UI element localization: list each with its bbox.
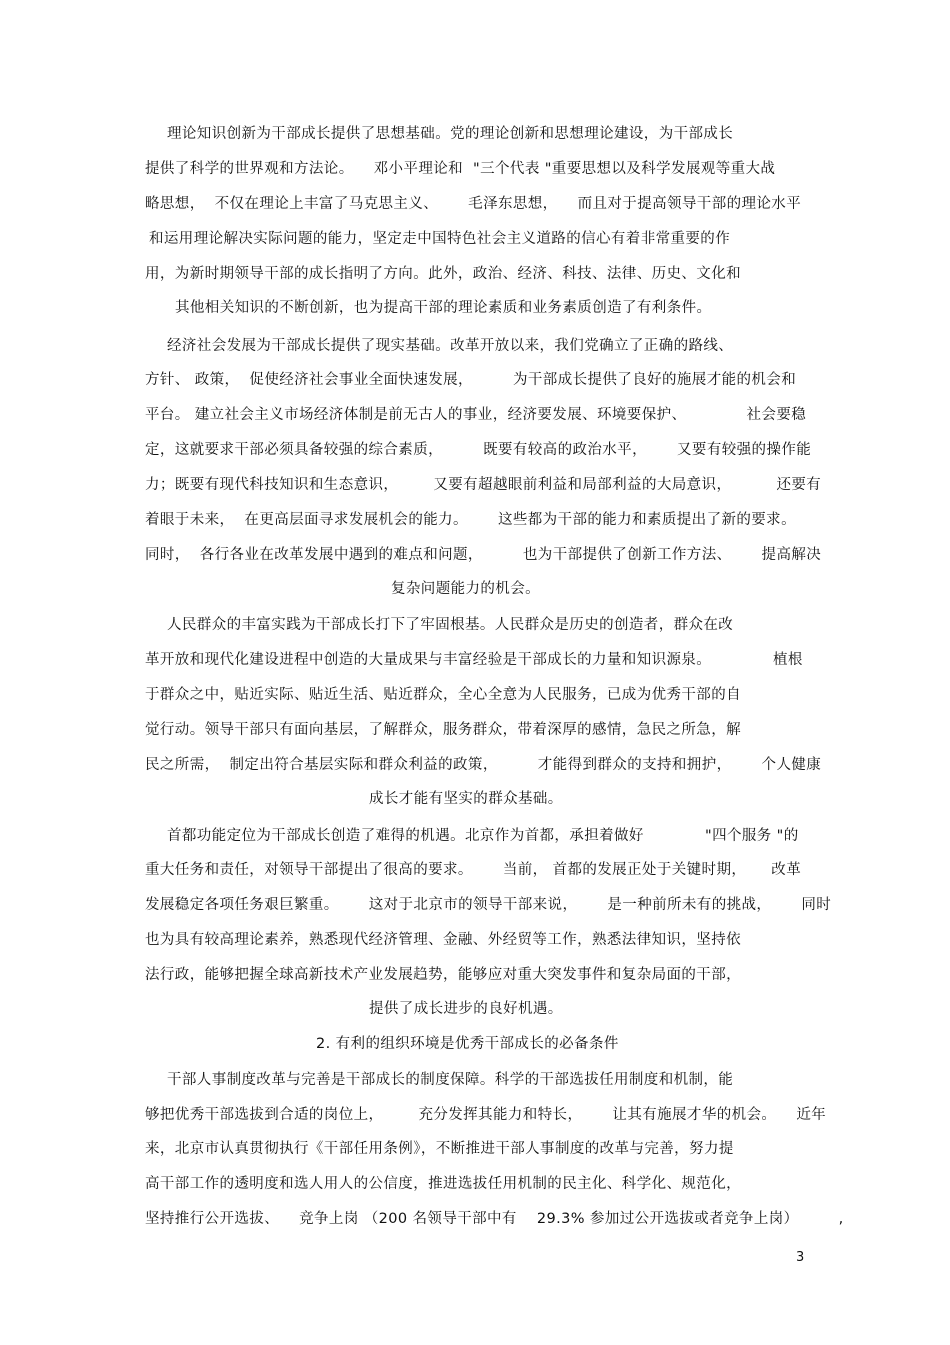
text-line: "四个服务 "的	[705, 828, 799, 844]
text-line: 植根	[773, 652, 803, 668]
text-line: 用，为新时期领导干部的成长指明了方向。此外，政治、经济、科技、法律、历史、文化和	[145, 266, 741, 282]
text-line: 够把优秀干部选拔到合适的岗位上， 充分发挥其能力和特长， 让其有施展才华的机会。 近年	[145, 1107, 827, 1123]
text-line: 定，这就要求干部必须具备较强的综合素质， 既要有较高的政治水平， 又要有较强的操作能	[145, 442, 812, 458]
text-line: 平台。 建立社会主义市场经济体制是前无古人的事业，经济要发展、环境要保护、 社会要稳	[145, 407, 807, 423]
text-line: 方针、 政策， 促使经济社会事业全面快速发展， 为干部成长提供了良好的施展才能的机会和	[145, 372, 797, 388]
text-line: 也为具有较高理论素养，熟悉现代经济管理、金融、外经贸等工作，熟悉法律知识，坚持依	[145, 932, 741, 948]
text-line: 着眼于未来， 在更高层面寻求发展机会的能力。 这些都为干部的能力和素质提出了新的要求。	[145, 512, 796, 528]
text-line: 同时， 各行各业在改革发展中遇到的难点和问题， 也为干部提供了创新工作方法、 提高解决	[145, 547, 822, 563]
text-line: 干部人事制度改革与完善是干部成长的制度保障。科学的干部选拔任用制度和机制，能	[167, 1072, 734, 1088]
text-line: 理论知识创新为干部成长提供了思想基础。党的理论创新和思想理论建设，为干部成长	[167, 126, 734, 142]
text-line: 来，北京市认真贯彻执行《干部任用条例》，不断推进干部人事制度的改革与完善，努力提	[145, 1141, 734, 1157]
text-line: 其他相关知识的不断创新，也为提高干部的理论素质和业务素质创造了有利条件。	[175, 300, 712, 316]
section-heading: 2. 有利的组织环境是优秀干部成长的必备条件	[316, 1036, 619, 1052]
text-line: 高干部工作的透明度和选人用人的公信度，推进选拔任用机制的民主化、科学化、规范化，	[145, 1176, 741, 1192]
text-line: 略思想， 不仅在理论上丰富了马克思主义、 毛泽东思想， 而且对于提高领导干部的理论水平	[145, 196, 802, 212]
text-line: 民之所需， 制定出符合基层实际和群众利益的政策， 才能得到群众的支持和拥护， 个人健康	[145, 757, 822, 773]
text-line: 法行政，能够把握全球高新技术产业发展趋势，能够应对重大突发事件和复杂局面的干部，	[145, 967, 741, 983]
text-line: 坚持推行公开选拔、 竞争上岗 （200 名领导干部中有 29.3% 参加过公开选拔或者竞争上岗） ,	[145, 1211, 844, 1227]
text-line: 觉行动。领导干部只有面向基层，了解群众，服务群众，带着深厚的感情，急民之所急，解	[145, 722, 741, 738]
text-line: 经济社会发展为干部成长提供了现实基础。改革开放以来，我们党确立了正确的路线、	[167, 338, 734, 354]
text-line: 和运用理论解决实际问题的能力，坚定走中国特色社会主义道路的信心有着非常重要的作	[149, 231, 731, 247]
text-line: 发展稳定各项任务艰巨繁重。 这对于北京市的领导干部来说， 是一种前所未有的挑战， 同时	[145, 897, 832, 913]
text-line: 提供了科学的世界观和方法论。 邓小平理论和 "三个代表 "重要思想以及科学发展观等重大战	[145, 161, 776, 177]
text-line: 成长才能有坚实的群众基础。	[369, 791, 563, 807]
text-line: 人民群众的丰富实践为干部成长打下了牢固根基。人民群众是历史的创造者，群众在改	[167, 617, 734, 633]
text-line: 复杂问题能力的机会。	[391, 581, 540, 597]
text-line: 首都功能定位为干部成长创造了难得的机遇。北京作为首都，承担着做好	[167, 828, 644, 844]
text-line: 提供了成长进步的良好机遇。	[369, 1001, 563, 1017]
text-line: 革开放和现代化建设进程中创造的大量成果与丰富经验是干部成长的力量和知识源泉。	[145, 652, 712, 668]
text-line: 于群众之中，贴近实际、贴近生活、贴近群众，全心全意为人民服务，已成为优秀干部的自	[145, 687, 741, 703]
text-line: 重大任务和责任，对领导干部提出了很高的要求。 当前， 首都的发展正处于关键时期， 改革	[145, 862, 802, 878]
text-line: 力；既要有现代科技知识和生态意识， 又要有超越眼前利益和局部利益的大局意识， 还要有	[145, 477, 822, 493]
page-number: 3	[796, 1250, 805, 1265]
